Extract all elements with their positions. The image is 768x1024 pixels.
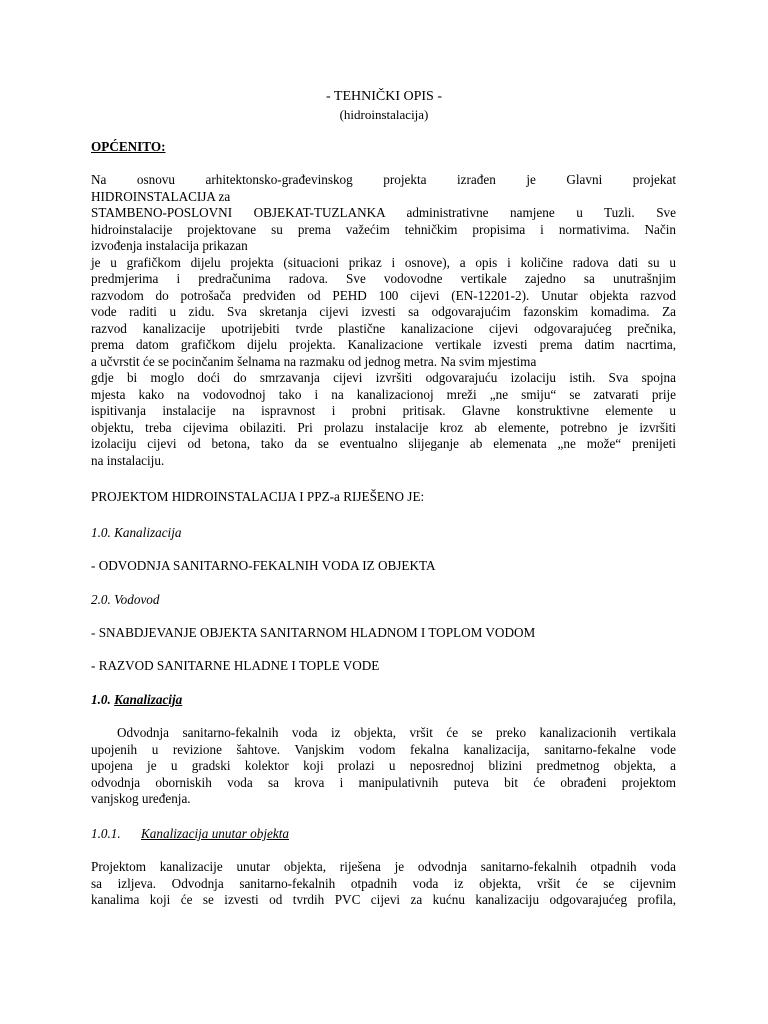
text-line: STAMBENO-POSLOVNI OBJEKAT-TUZLANKA administrativne namjene u Tuzli. Sve — [91, 205, 676, 220]
text-line: objektu, treba cijevima obilaziti. Pri prolazu instalacije kroz ab elemente, potrebno je izvršiti — [91, 419, 676, 435]
text-line: gdje bi moglo doći do smrzavanja cijevi izvršiti odgovarajuću izolaciju istih. Sva spojna — [91, 370, 676, 385]
scope-section-2-item-1: - SNABDJEVANJE OBJEKTA SANITARNOM HLADNOM I TOPLOM VODOM — [91, 625, 536, 640]
text-line: vode raditi u zidu. Sva skretanja cijevi izvesti sa odgovarajućim fazonskim komadima. Za — [91, 304, 676, 319]
scope-heading: PROJEKTOM HIDROINSTALACIJA I PPZ-a RIJEŠENO JE: — [91, 489, 425, 504]
section-1-number: 1.0. — [91, 692, 111, 707]
text-line: vanjskog uređenja. — [91, 791, 191, 806]
text-line: predmjerima i predračunima radova. Sve vodovodne vertikale zajedno sa unutrašnjim — [91, 271, 676, 286]
scope-section-2-item-2: - RAZVOD SANITARNE HLADNE I TOPLE VODE — [91, 658, 380, 673]
text-line: sa izljeva. Odvodnja sanitarno-fekalnih otpadnih voda iz objekta, vršit će se cijevnim — [91, 875, 676, 891]
general-heading: OPĆENITO: — [91, 139, 166, 154]
section-1-0-1-paragraph — [91, 859, 676, 909]
text-line: izolaciju cijevi od betona, tako da se eventualno slijeganje ab elemenata „ne može“ prenijeti — [91, 436, 676, 451]
section-1-title: Kanalizacija — [114, 692, 183, 707]
text-line: Projektom kanalizacije unutar objekta, riješena je odvodnja sanitarno-fekalnih otpadnih voda — [91, 859, 676, 874]
text-line: izvođenja instalacija prikazan — [91, 238, 248, 253]
section-1-paragraph — [91, 725, 676, 808]
text-line: upojena je u gradski kolektor koji prolazi u neposrednoj blizini predmetnog objekta, a — [91, 758, 676, 773]
text-line: razvod kanalizacije upotrijebiti tvrde plastične kanalizacione cijevi odgovarajućeg prečnika, — [91, 320, 676, 336]
text-line: HIDROINSTALACIJA za — [91, 188, 231, 204]
text-line: a učvrstit će se pocinčanim šelnama na razmaku od jednog metra. Na svim mjestima — [91, 353, 537, 369]
text-line: kanalima koji će se izvesti od tvrdih PVC cijevi za kućnu kanalizaciju odgovarajućeg profila, — [91, 892, 676, 907]
text-line: razvodom do potrošača predviđen od PEHD 100 cijevi (EN-12201-2). Unutar objekta razvod — [91, 287, 676, 303]
section-1-0-1-title: Kanalizacija unutar objekta — [141, 826, 289, 841]
text-line: Odvodnja sanitarno-fekalnih voda iz objekta, vršit će se preko kanalizacionih vertikala — [117, 725, 676, 740]
text-line: odvodnja oborniskih voda sa krova i manipulativnih puteva bit će obrađeni projektom — [91, 774, 676, 790]
section-1-0-1-number: 1.0.1. — [91, 826, 121, 841]
section-1-heading — [91, 692, 182, 709]
text-line: mjesta kako na vodovodnoj tako i na kanalizacionoj mreži „ne smiju“ se zatvarati prije — [91, 386, 676, 402]
text-line: upojenih u revizione šahtove. Vanjskim vodom fekalna kanalizacija, sanitarno-fekalne vode — [91, 741, 676, 757]
text-line: na instalaciju. — [91, 452, 165, 468]
document-title: - TEHNIČKI OPIS - — [325, 89, 442, 104]
text-line: prema datom grafičkom dijelu projekta. Kanalizacione vertikale izvesti prema datim nacrtima, — [91, 337, 676, 352]
text-line: je u grafičkom dijelu projekta (situacioni prikaz i osnove), a opis i količine radova dati su u — [91, 254, 676, 270]
document-subtitle: (hidroinstalacija) — [339, 107, 429, 122]
general-paragraph-1 — [91, 172, 676, 469]
text-line: ispitivanja instalacije na ispravnost i probni pritisak. Glavne konstruktivne elemente u — [91, 403, 676, 418]
scope-section-2-title: 2.0. Vodovod — [91, 592, 160, 607]
section-1-0-1-heading — [91, 826, 289, 843]
scope-section-1-item: - ODVODNJA SANITARNO-FEKALNIH VODA IZ OBJEKTA — [91, 558, 436, 573]
text-line: Na osnovu arhitektonsko-građevinskog projekta izrađen je Glavni projekat — [91, 172, 676, 187]
text-line: hidroinstalacije projektovane su prema važećim tehničkim propisima i normativima. Način — [91, 221, 676, 237]
scope-section-1-title: 1.0. Kanalizacija — [91, 525, 182, 540]
